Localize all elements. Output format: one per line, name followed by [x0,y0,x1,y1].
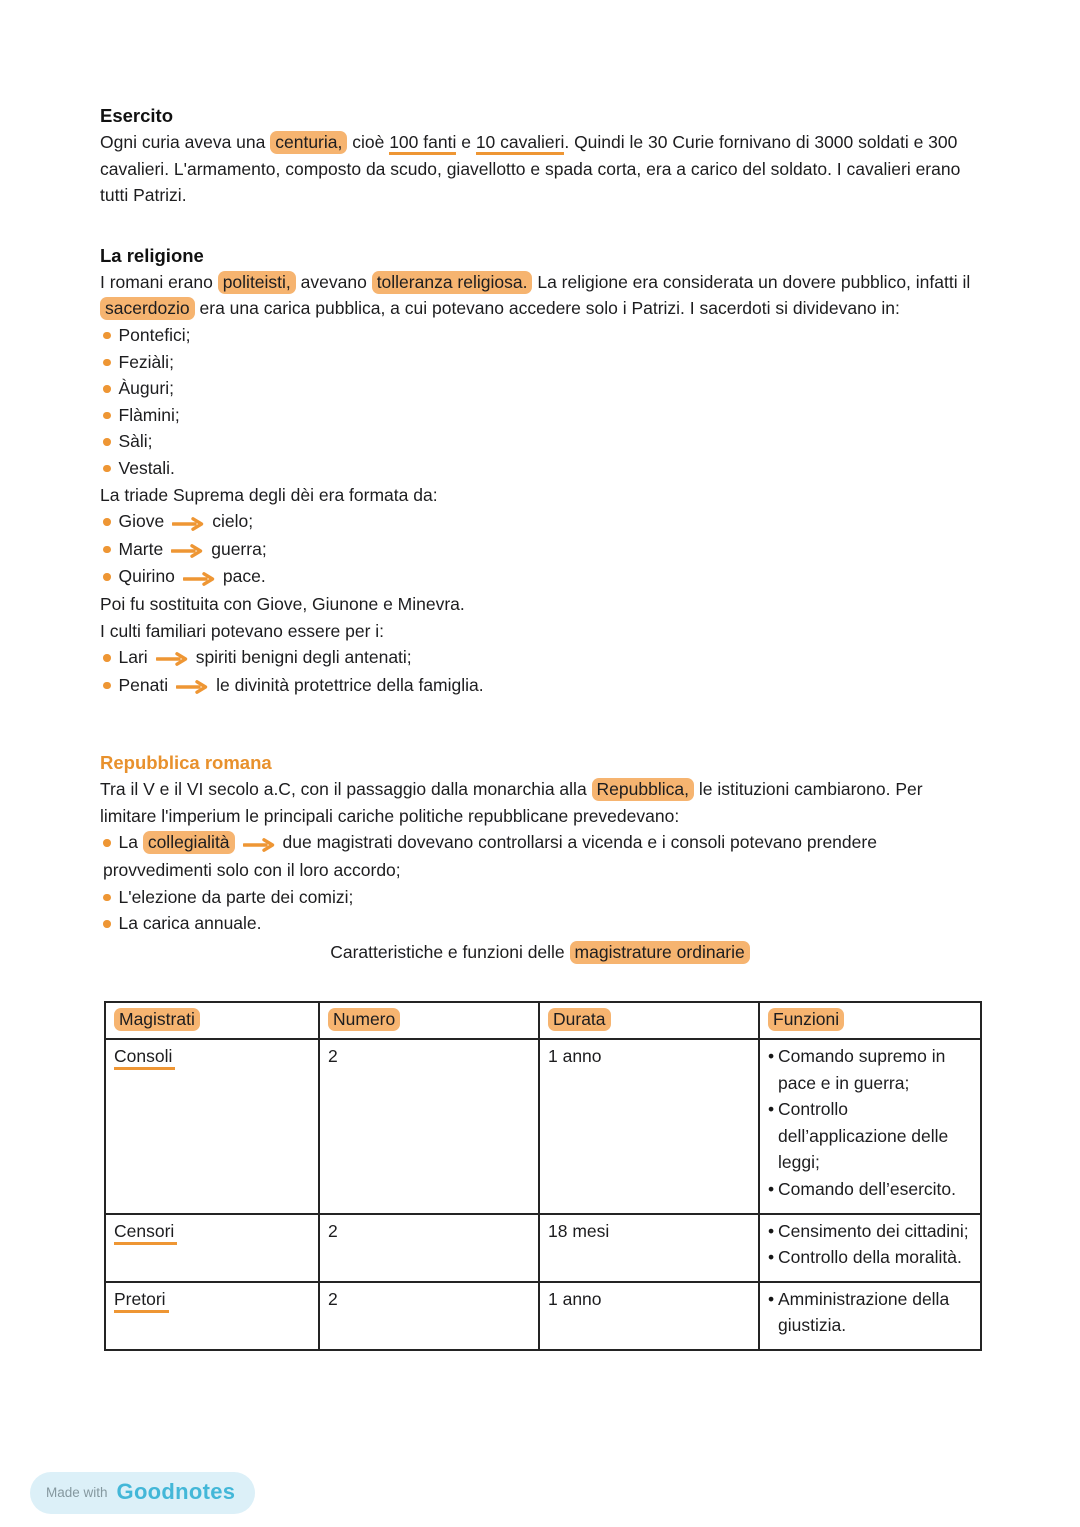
bullet-icon [103,839,111,847]
table-caption: Caratteristiche e funzioni delle magistrature ordinarie [100,939,980,966]
list-item: Sàli; [100,428,980,455]
col-header-durata: Durata [539,1002,759,1039]
table-row-consoli [105,1039,981,1214]
bullet-icon [103,518,111,526]
funzione-item: • Controllo della moralità. [768,1244,972,1271]
bullet-icon [103,682,111,690]
sostituita-text: Poi fu sostituita con Giove, Giunone e Minevra. [100,593,465,614]
goodnotes-badge [30,1472,255,1514]
list-item: Quirino pace. [100,563,980,591]
paragraph-repubblica: Tra il V e il VI secolo a.C, con il passaggio dalla monarchia alla Repubblica, le istituzioni cambiarono. Per limitare l'imperium le principali cariche politiche repubblicane prevedevano: [100,779,923,826]
cell-durata: 1 anno [539,1282,759,1350]
made-with-label: Made with [46,1484,108,1500]
funzione-item: • Comando supremo in pace e in guerra; [768,1043,972,1096]
table-row-censori [105,1214,981,1282]
section-religione [100,242,980,700]
funzione-item: • Censimento dei cittadini; [768,1218,972,1245]
arrow-icon [243,830,275,857]
cell-funzioni [759,1039,981,1214]
list-item: Marte guerra; [100,536,980,564]
paragraph-esercito: Ogni curia aveva una centuria, cioè 100 fanti e 10 cavalieri. Quindi le 30 Curie fornivano di 3000 soldati e 300 cavalieri. L'armamento, composto da scudo, giavellotto e spada corta, era a carico del soldato. I cavalieri erano tutti Patrizi. [100,132,961,206]
arrow-icon [183,564,215,591]
bullet-icon [103,332,111,340]
list-item: L'elezione da parte dei comizi; [100,884,980,911]
section-esercito [100,102,980,209]
list-item: Flàmini; [100,402,980,429]
cell-numero: 2 [319,1282,539,1350]
repubblica-list [100,829,980,936]
bullet-icon [103,920,111,928]
col-header-numero: Numero [319,1002,539,1039]
list-item: Penati le divinità protettrice della famiglia. [100,672,980,700]
table-row-pretori [105,1282,981,1350]
triade-list [100,508,980,591]
section-repubblica [100,749,980,1351]
cell-funzioni [759,1214,981,1282]
bullet-icon [103,465,111,473]
col-header-magistrati: Magistrati [105,1002,319,1039]
list-item: Pontefici; [100,322,980,349]
funzione-item: • Controllo dell’applicazione delle leggi; [768,1096,972,1176]
arrow-icon [176,673,208,700]
bullet-icon [103,573,111,581]
col-header-funzioni: Funzioni [759,1002,981,1039]
culti-list [100,644,980,699]
list-item: La collegialità due magistrati dovevano controllarsi a vicenda e i consoli potevano prendere provvedimenti solo con il loro accordo; [103,832,877,881]
bullet-icon [103,894,111,902]
triade-intro: La triade Suprema degli dèi era formata da: [100,484,438,505]
cell-funzioni [759,1282,981,1350]
arrow-icon [171,537,203,564]
cell-magistrato: Censori [105,1214,319,1282]
paragraph-religione: I romani erano politeisti, avevano tolleranza religiosa. La religione era considerata un dovere pubblico, infatti il sacerdozio era una carica pubblica, a cui potevano accedere solo i Patrizi. I sacerdoti si dividevano in: [100,271,971,319]
cell-magistrato: Consoli [105,1039,319,1214]
bullet-icon [103,654,111,662]
arrow-icon [172,509,204,536]
bullet-icon [103,359,111,367]
heading-religione: La religione [100,244,204,266]
cell-magistrato: Pretori [105,1282,319,1350]
list-item: Giove cielo; [100,508,980,536]
table-header-row [105,1002,981,1039]
cell-numero: 2 [319,1039,539,1214]
cell-numero: 2 [319,1214,539,1282]
list-item: Vestali. [100,455,980,482]
list-item: Àuguri; [100,375,980,402]
bullet-icon [103,438,111,446]
heading-esercito: Esercito [100,105,174,126]
priests-list [100,322,980,482]
list-item: Lari spiriti benigni degli antenati; [100,644,980,672]
cell-durata: 18 mesi [539,1214,759,1282]
goodnotes-logo: Goodnotes [116,1479,236,1504]
heading-repubblica: Repubblica romana [100,752,272,774]
culti-intro: I culti familiari potevano essere per i: [100,620,385,641]
bullet-icon [103,546,111,554]
magistrature-table [104,1001,982,1351]
list-item: Feziàli; [100,349,980,376]
arrow-icon [156,645,188,672]
list-item: La carica annuale. [100,910,980,937]
bullet-icon [103,412,111,420]
cell-durata: 1 anno [539,1039,759,1214]
bullet-icon [103,385,111,393]
funzione-item: • Amministrazione della giustizia. [768,1286,972,1339]
funzione-item: • Comando dell’esercito. [768,1176,972,1203]
